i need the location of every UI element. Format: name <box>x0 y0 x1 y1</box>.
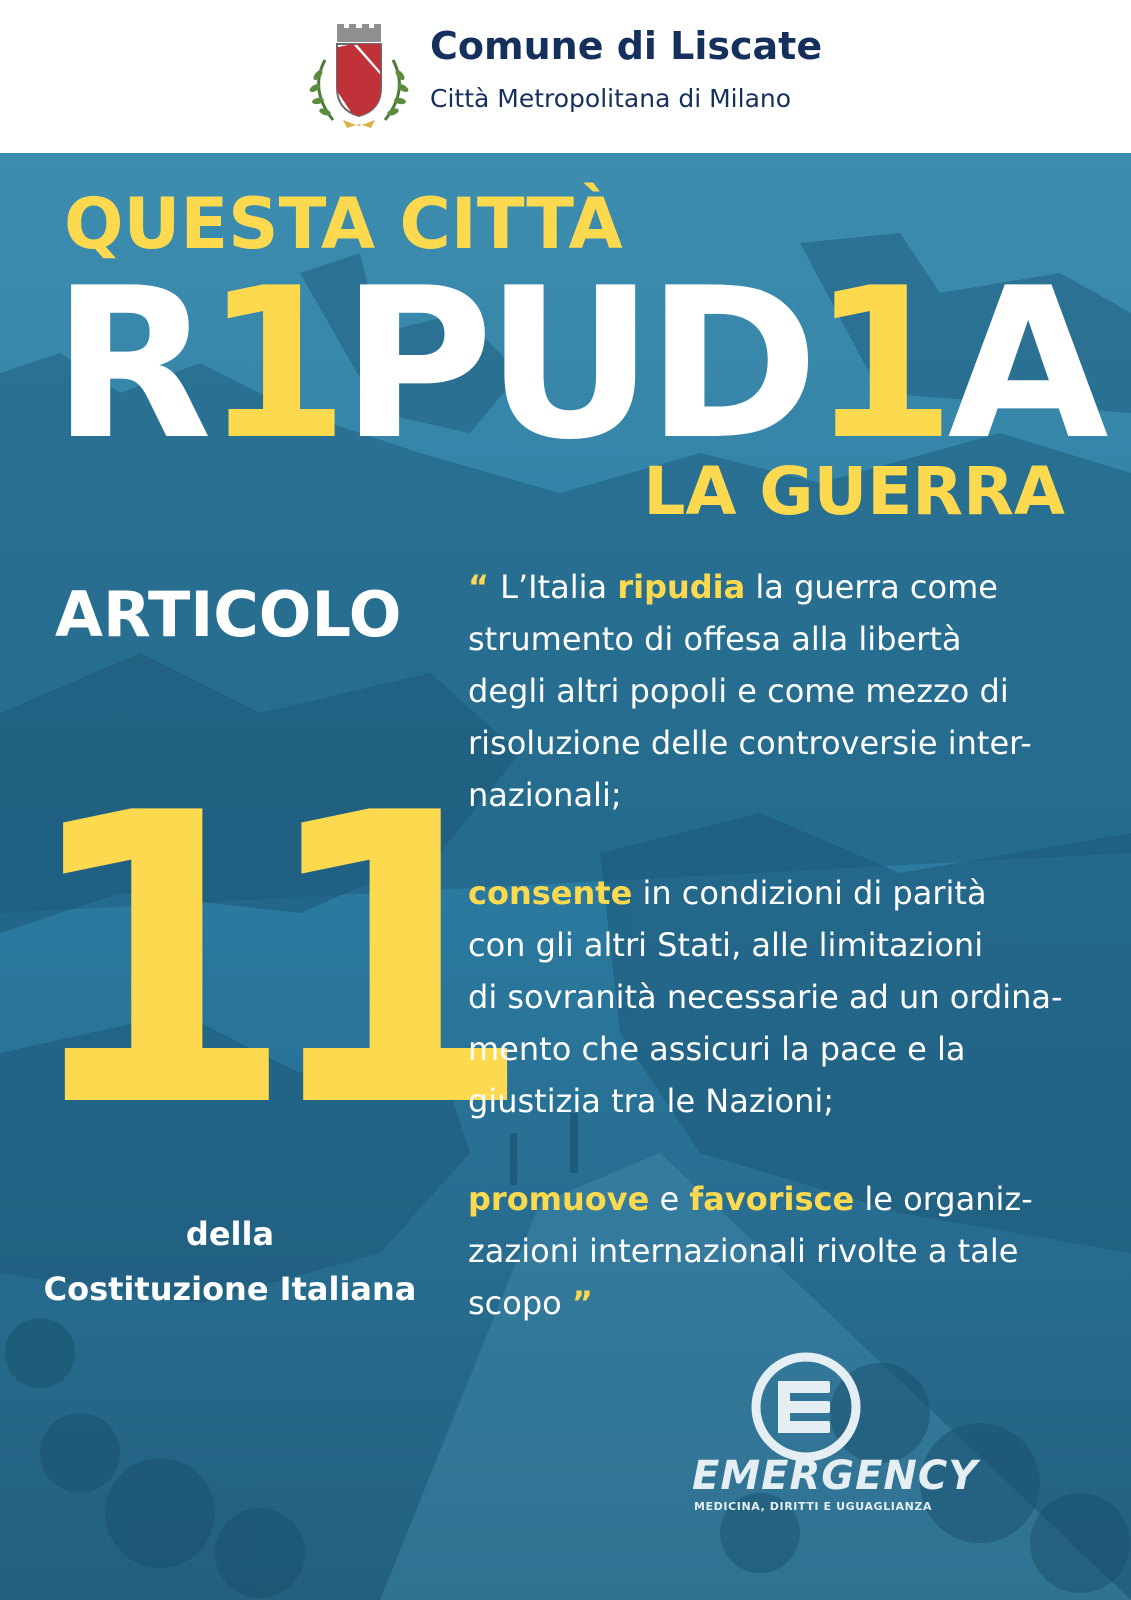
highlight-favorisce: favorisce <box>689 1180 855 1218</box>
quote-paragraph-2 <box>468 867 1123 1127</box>
quote-line <box>468 1173 1123 1225</box>
headline-la-guerra: LA GUERRA <box>643 453 1065 530</box>
quote-line: zazioni internazionali rivolte a tale <box>468 1232 1019 1270</box>
quote-paragraph-1 <box>468 561 1123 821</box>
emergency-brand: EMERGENCY <box>692 1453 979 1499</box>
headline-part-one: 1 <box>204 244 341 486</box>
quote-text: in condizioni di parità <box>632 874 987 912</box>
article-number: 11 <box>18 730 495 1195</box>
emergency-e-icon <box>750 1351 862 1463</box>
headline-part-one-second: 1 <box>810 244 948 486</box>
costituzione-label: Costituzione Italiana <box>43 1270 417 1308</box>
headline-questa-citta: QUESTA CITTÀ <box>64 183 623 265</box>
highlight-ripudia: ripudia <box>617 568 746 606</box>
municipality-header <box>0 0 1131 153</box>
emergency-tagline: MEDICINA, DIRITTI E UGUAGLIANZA <box>694 1500 933 1513</box>
close-quote-mark: ” <box>571 1284 593 1322</box>
headline-part-a: A <box>947 244 1101 486</box>
poster-body <box>0 153 1131 1600</box>
quote-line: nazionali; <box>468 776 622 814</box>
quote-line: di sovranità necessarie ad un ordina- <box>468 978 1063 1016</box>
municipality-name: Comune di Liscate <box>430 24 823 68</box>
quote-paragraph-3 <box>468 1173 1123 1329</box>
coat-of-arms-icon <box>303 20 415 132</box>
quote-text: scopo <box>468 1284 572 1322</box>
quote-text: la guerra come <box>745 568 998 606</box>
quote-line: con gli altri Stati, alle limitazioni <box>468 926 984 964</box>
quote-line: degli altri popoli e come mezzo di <box>468 672 1009 710</box>
quote-text: le organiz- <box>854 1180 1033 1218</box>
quote-line <box>468 867 1123 919</box>
quote-line <box>468 1277 1123 1329</box>
headline-ripudia <box>52 244 1101 486</box>
quote-text: e <box>649 1180 690 1218</box>
highlight-promuove: promuove <box>468 1180 650 1218</box>
quote-line: risoluzione delle controversie inter- <box>468 724 1032 762</box>
della-label: della <box>185 1215 275 1253</box>
quote-line: giustizia tra le Nazioni; <box>468 1082 835 1120</box>
municipality-subtitle: Città Metropolitana di Milano <box>430 84 792 113</box>
quote-line: strumento di offesa alla libertà <box>468 620 962 658</box>
headline-part-r: R <box>52 244 205 486</box>
quote-line <box>468 561 1123 613</box>
quote-line: mento che assicuri la pace e la <box>468 1030 966 1068</box>
open-quote-mark: “ <box>468 568 501 606</box>
highlight-consente: consente <box>468 874 633 912</box>
articolo-label: ARTICOLO <box>55 578 402 651</box>
headline-part-pud: PUD <box>340 244 811 486</box>
quote-text: L’Italia <box>500 568 618 606</box>
